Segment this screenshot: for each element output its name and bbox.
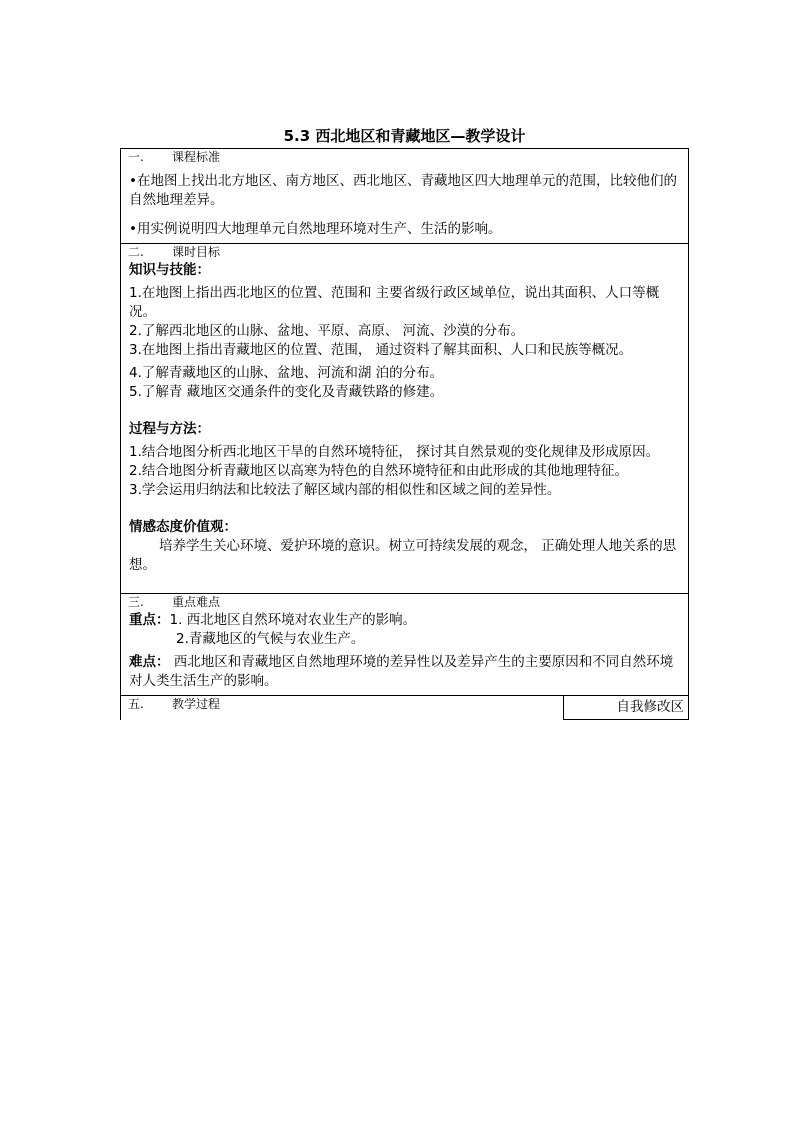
key-item: 2.青藏地区的气候与农业生产。	[176, 631, 365, 647]
standard-item: •在地图上找出北方地区、南方地区、西北地区、青藏地区四大地理单元的范围，比较他们的自然地理差异。	[129, 173, 677, 208]
knowledge-list	[121, 284, 688, 402]
section-lesson-goals	[120, 243, 689, 593]
section-number: 三.	[128, 595, 144, 609]
section-title: 重点难点	[172, 595, 221, 609]
process-item: 2.结合地图分析青藏地区以高寒为特色的自然环境特征和由此形成的其他地理特征。	[129, 463, 628, 479]
section-heading	[121, 594, 688, 611]
difficult-label: 难点：	[129, 654, 170, 670]
knowledge-skills-title: 知识与技能：	[129, 262, 210, 278]
emotion-values-title: 情感态度价值观：	[129, 519, 237, 535]
process-item: 3.学会运用归纳法和比较法了解区域内部的相似性和区域之间的差异性。	[129, 482, 561, 498]
key-label: 重点：	[129, 612, 170, 628]
section-number: 五.	[128, 697, 144, 711]
emotion-values-text: 培养学生关心环境、爱护环境的意识。树立可持续发展的观念， 正确处理人地关系的思想。	[129, 538, 677, 573]
standard-list	[121, 172, 688, 239]
section-title: 课程标准	[172, 150, 221, 164]
process-item: 1.结合地图分析西北地区干旱的自然环境特征， 探讨其自然景观的变化规律及形成原因。	[129, 444, 660, 460]
process-list	[121, 443, 688, 500]
key-points	[121, 611, 688, 691]
knowledge-item: 3.在地图上指出青藏地区的位置、范围， 通过资料了解其面积、人口和民族等概况。	[129, 342, 633, 358]
section-key-difficult	[120, 593, 689, 695]
knowledge-item: 1.在地图上指出西北地区的位置、范围和 主要省级行政区域单位，说出其面积、人口等概况。	[129, 285, 660, 320]
section-course-standard	[120, 148, 689, 243]
process-methods-title: 过程与方法：	[129, 421, 210, 437]
document-page	[120, 124, 689, 720]
difficult-text: 西北地区和青藏地区自然地理环境的差异性以及差异产生的主要原因和不同自然环境对人类生活生产的影响。	[129, 654, 674, 689]
document-title: 5.3 西北地区和青藏地区—教学设计	[283, 127, 526, 145]
standard-item: •用实例说明四大地理单元自然地理环境对生产、生活的影响。	[129, 221, 502, 237]
section-heading	[121, 149, 688, 166]
section-number: 二.	[128, 245, 144, 259]
knowledge-item: 5.了解青 藏地区交通条件的变化及青藏铁路的修建。	[129, 384, 444, 400]
section-title: 教学过程	[172, 697, 221, 711]
knowledge-item: 2.了解西北地区的山脉、盆地、平原、高原、 河流、沙漠的分布。	[129, 323, 525, 339]
section-number: 一.	[128, 150, 144, 164]
section-heading	[121, 244, 688, 261]
self-revision-area-label: 自我修改区	[564, 696, 688, 720]
section-teaching-process	[120, 695, 689, 720]
key-item: 1. 西北地区自然环境对农业生产的影响。	[169, 612, 417, 628]
section-heading	[121, 696, 564, 720]
section-title: 课时目标	[172, 245, 221, 259]
knowledge-item: 4.了解青藏地区的山脉、盆地、河流和湖 泊的分布。	[129, 365, 444, 381]
